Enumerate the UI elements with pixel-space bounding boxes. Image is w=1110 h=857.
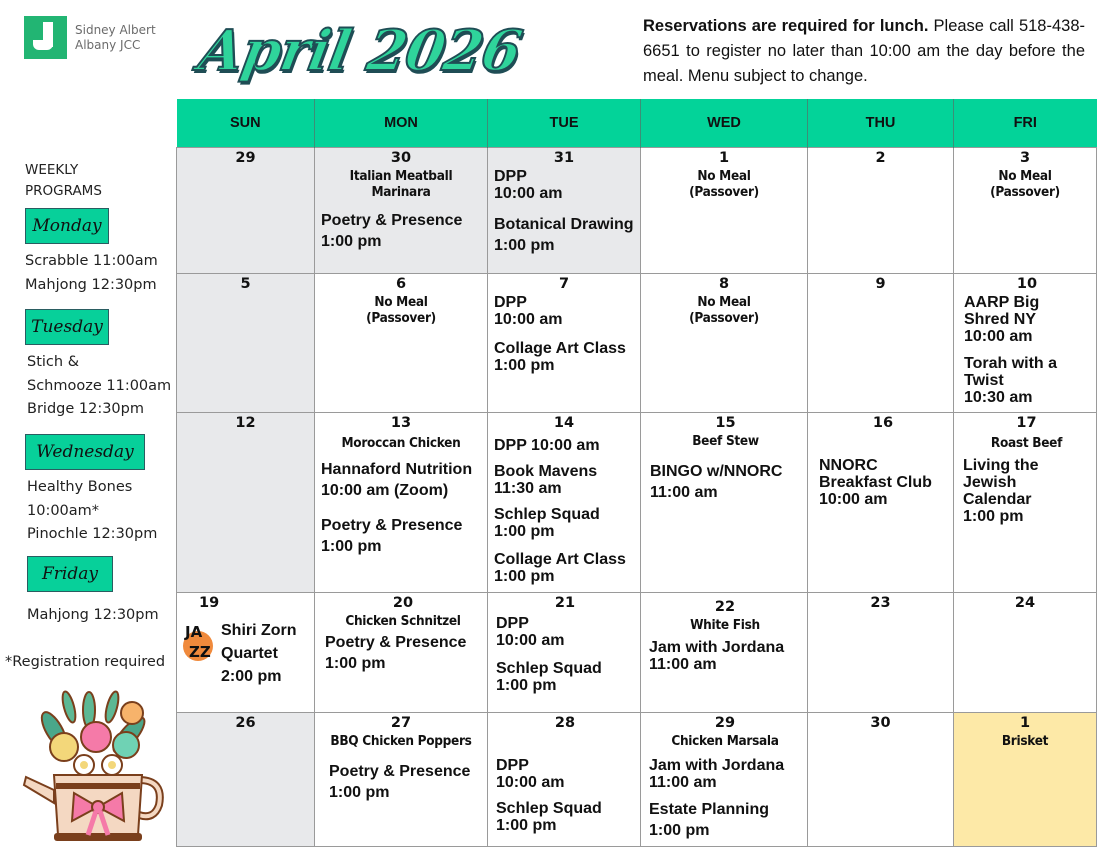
day-number: 6	[395, 275, 407, 292]
event-name: DPP 10:00 am	[494, 436, 600, 454]
jazz-icon: JA ZZ	[181, 621, 217, 669]
day-number: 8	[718, 275, 730, 292]
meal-label: No Meal (Passover)	[689, 167, 759, 200]
day-number: 28	[554, 714, 576, 731]
event	[496, 660, 634, 694]
jcc-logo	[24, 16, 156, 59]
event-name: Poetry & Presence	[321, 516, 463, 534]
program-item: Stich &	[27, 354, 79, 370]
event-name: Schlep Squad	[494, 505, 600, 523]
event-name: Botanical Drawing	[494, 215, 634, 233]
event-name: Collage Art Class	[494, 550, 626, 568]
program-item: Scrabble 11:00am	[25, 253, 158, 269]
page-title: April 2026	[194, 18, 526, 84]
day-cell	[488, 412, 641, 592]
day-cell	[315, 592, 488, 712]
event	[494, 437, 634, 454]
day-cell	[641, 592, 808, 712]
day-number: 17	[1016, 414, 1037, 431]
day-cell	[954, 412, 1097, 592]
event-name: Hannaford Nutrition	[321, 460, 473, 478]
header-thu: THU	[808, 99, 954, 147]
day-number: 10	[1016, 275, 1038, 292]
event	[494, 506, 634, 540]
day-number: 2	[875, 149, 886, 166]
day-cell	[808, 273, 954, 412]
week-row	[177, 712, 1097, 846]
monday-programs	[25, 250, 158, 297]
event	[321, 459, 481, 501]
weekday-header-row	[177, 99, 1097, 147]
day-number: 29	[235, 149, 256, 166]
event-name: DPP	[496, 756, 529, 774]
day-number: 26	[235, 714, 256, 731]
day-cell	[315, 147, 488, 273]
logo-j-icon	[24, 16, 67, 59]
day-number: 5	[240, 275, 251, 292]
event-time: 11:00 am	[649, 773, 717, 791]
day-cell	[641, 712, 808, 846]
meal-label: BBQ Chicken Poppers	[330, 732, 472, 749]
event-name: DPP	[494, 167, 527, 185]
event-name: Living the Jewish Calendar	[963, 456, 1039, 508]
event	[496, 615, 634, 649]
flower-watering-can-icon	[14, 685, 164, 845]
event	[964, 355, 1090, 406]
day-number: 13	[390, 414, 412, 431]
program-item: Pinochle 12:30pm	[27, 526, 158, 542]
event-time: 10:00 am	[494, 184, 563, 202]
heading-line-1: WEEKLY	[25, 162, 79, 178]
event	[496, 800, 634, 834]
event	[650, 461, 801, 503]
day-number: 1	[718, 149, 730, 166]
day-number: 22	[714, 598, 736, 615]
weekly-programs-heading	[25, 160, 102, 202]
day-cell	[808, 712, 954, 846]
meal-label: No Meal (Passover)	[990, 167, 1060, 200]
day-number: 16	[872, 414, 894, 431]
day-tag-monday: Monday	[25, 208, 109, 244]
day-cell	[808, 592, 954, 712]
day-number: 24	[1014, 594, 1036, 611]
day-cell	[315, 273, 488, 412]
event-name: Schlep Squad	[496, 799, 602, 817]
event-name: Estate Planning	[649, 800, 770, 818]
event-time: 11:00 am	[650, 483, 718, 501]
day-number: 9	[875, 275, 886, 292]
day-cell	[315, 412, 488, 592]
event-name: Poetry & Presence	[321, 211, 463, 229]
day-number: 12	[235, 414, 256, 431]
event-name: AARP Big Shred NY	[964, 293, 1040, 328]
day-cell	[177, 712, 315, 846]
meal-label: No Meal (Passover)	[366, 293, 436, 326]
event-time: 1:00 pm	[329, 783, 390, 801]
event-time: 1:00 pm	[494, 522, 555, 540]
meal-label: Beef Stew	[692, 432, 759, 449]
event-time: 1:00 pm	[321, 537, 382, 555]
notice-rest: Please call 518-438-6651 to register no later than 10:00 am the day before the meal. Menu subject to change.	[643, 17, 1085, 85]
meal-label: Moroccan Chicken	[341, 434, 461, 451]
event-time: 10:00 am	[496, 773, 565, 791]
heading-line-2: PROGRAMS	[25, 183, 102, 199]
day-number: 1	[1019, 714, 1031, 731]
day-number: 23	[870, 594, 891, 611]
day-number: 29	[714, 714, 736, 731]
day-cell	[641, 412, 808, 592]
event-name: Jam with Jordana	[649, 638, 785, 656]
event	[494, 294, 634, 328]
jazz-event-text	[221, 619, 297, 688]
wednesday-programs	[27, 476, 157, 547]
event	[321, 515, 481, 557]
event	[494, 340, 634, 374]
event-time: 10:00 am	[496, 631, 565, 649]
program-item: Mahjong 12:30pm	[27, 607, 159, 623]
day-number: 15	[715, 414, 736, 431]
week-row	[177, 412, 1097, 592]
jazz-line: Quartet	[221, 644, 278, 662]
event	[649, 757, 801, 791]
program-item: Schmooze 11:00am	[27, 377, 172, 394]
day-number: 31	[553, 149, 575, 166]
meal-label: Roast Beef	[990, 434, 1063, 451]
reservation-notice	[643, 14, 1085, 89]
day-cell	[177, 412, 315, 592]
event-name: Jam with Jordana	[649, 756, 785, 774]
program-item: Healthy Bones	[27, 479, 133, 495]
day-cell	[641, 147, 808, 273]
day-number: 3	[1019, 149, 1031, 166]
logo-line-1: Sidney Albert	[75, 22, 156, 37]
event	[325, 632, 481, 674]
day-cell	[177, 147, 315, 273]
program-item: Mahjong 12:30pm	[25, 276, 157, 293]
registration-note: *Registration required	[5, 654, 166, 670]
event-time: 10:00 am	[494, 310, 563, 328]
day-number: 19	[199, 594, 220, 611]
day-number: 30	[390, 149, 412, 166]
day-number: 27	[390, 714, 412, 731]
day-cell	[488, 147, 641, 273]
day-cell	[808, 147, 954, 273]
event-name: Schlep Squad	[496, 659, 602, 677]
day-cell	[808, 412, 954, 592]
day-cell	[488, 712, 641, 846]
event-time: 1:00 pm	[494, 236, 555, 254]
event-name: Poetry & Presence	[325, 633, 467, 651]
event	[494, 463, 634, 497]
event-time: 11:00 am	[649, 655, 717, 673]
calendar-grid	[176, 99, 1097, 847]
day-tag-friday: Friday	[27, 556, 113, 592]
event-time: 1:00 pm	[494, 567, 555, 585]
event-time: 1:00 pm	[321, 232, 382, 250]
day-cell	[488, 592, 641, 712]
event	[494, 214, 634, 256]
meal-label: Italian Meatball Marinara	[349, 167, 453, 200]
event-time: 1:00 pm	[494, 356, 555, 374]
event-time: 1:00 pm	[496, 676, 557, 694]
meal-label: White Fish	[690, 616, 760, 633]
meal-label: Chicken Schnitzel	[345, 612, 461, 629]
event	[321, 761, 481, 803]
day-number: 20	[392, 594, 414, 611]
event-name: Book Mavens	[494, 462, 598, 480]
day-cell	[954, 147, 1097, 273]
program-item: Bridge 12:30pm	[27, 401, 144, 417]
event-name: Torah with a Twist	[964, 354, 1058, 389]
jazz-line: Shiri Zorn	[221, 621, 297, 639]
day-cell	[954, 273, 1097, 412]
event-time: 10:00 am (Zoom)	[321, 481, 449, 499]
event-time: 10:00 am	[964, 327, 1033, 345]
event	[649, 799, 801, 841]
event-time: 10:00 am	[819, 490, 888, 508]
event-time: 1:00 pm	[325, 654, 386, 672]
event-name: Poetry & Presence	[329, 762, 471, 780]
header-fri: FRI	[954, 99, 1097, 147]
meal-label: Chicken Marsala	[671, 732, 779, 749]
event	[963, 457, 1090, 525]
header-sun: SUN	[177, 99, 315, 147]
day-cell	[641, 273, 808, 412]
day-number: 30	[870, 714, 891, 731]
week-row	[177, 147, 1097, 273]
day-number: 21	[554, 594, 576, 611]
jazz-line: 2:00 pm	[221, 667, 282, 685]
logo-text	[75, 23, 156, 53]
event	[494, 551, 634, 585]
day-tag-wednesday: Wednesday	[25, 434, 145, 470]
day-tag-tuesday: Tuesday	[25, 309, 109, 345]
header-mon: MON	[315, 99, 488, 147]
event	[321, 210, 481, 252]
friday-programs	[27, 604, 159, 628]
event-time: 1:00 pm	[963, 507, 1024, 525]
tuesday-programs	[27, 351, 171, 422]
event	[964, 294, 1090, 345]
day-cell	[954, 712, 1097, 846]
header-wed: WED	[641, 99, 808, 147]
program-item: 10:00am*	[27, 502, 100, 519]
event-name: BINGO w/NNORC	[650, 462, 783, 480]
jazz-event	[181, 619, 308, 688]
day-number: 7	[558, 275, 570, 292]
day-cell	[177, 273, 315, 412]
notice-bold: Reservations are required for lunch.	[643, 17, 929, 35]
event	[649, 639, 801, 673]
header-tue: TUE	[488, 99, 641, 147]
event	[494, 168, 634, 202]
event	[496, 757, 634, 791]
week-row	[177, 273, 1097, 412]
event-time: 1:00 pm	[496, 816, 557, 834]
event-time: 10:30 am	[964, 388, 1033, 406]
day-number: 14	[553, 414, 575, 431]
meal-label: No Meal (Passover)	[689, 293, 759, 326]
meal-label: Brisket	[1001, 732, 1049, 749]
event	[819, 457, 947, 508]
event-name: DPP	[496, 614, 529, 632]
day-cell	[177, 592, 315, 712]
event-name: NNORC Breakfast Club	[819, 456, 932, 491]
event-name: Collage Art Class	[494, 339, 626, 357]
week-row	[177, 592, 1097, 712]
day-cell	[315, 712, 488, 846]
logo-line-2: Albany JCC	[75, 37, 141, 52]
event-name: DPP	[494, 293, 527, 311]
event-time: 11:30 am	[494, 479, 562, 497]
day-cell	[954, 592, 1097, 712]
event-time: 1:00 pm	[649, 821, 710, 839]
day-cell	[488, 273, 641, 412]
